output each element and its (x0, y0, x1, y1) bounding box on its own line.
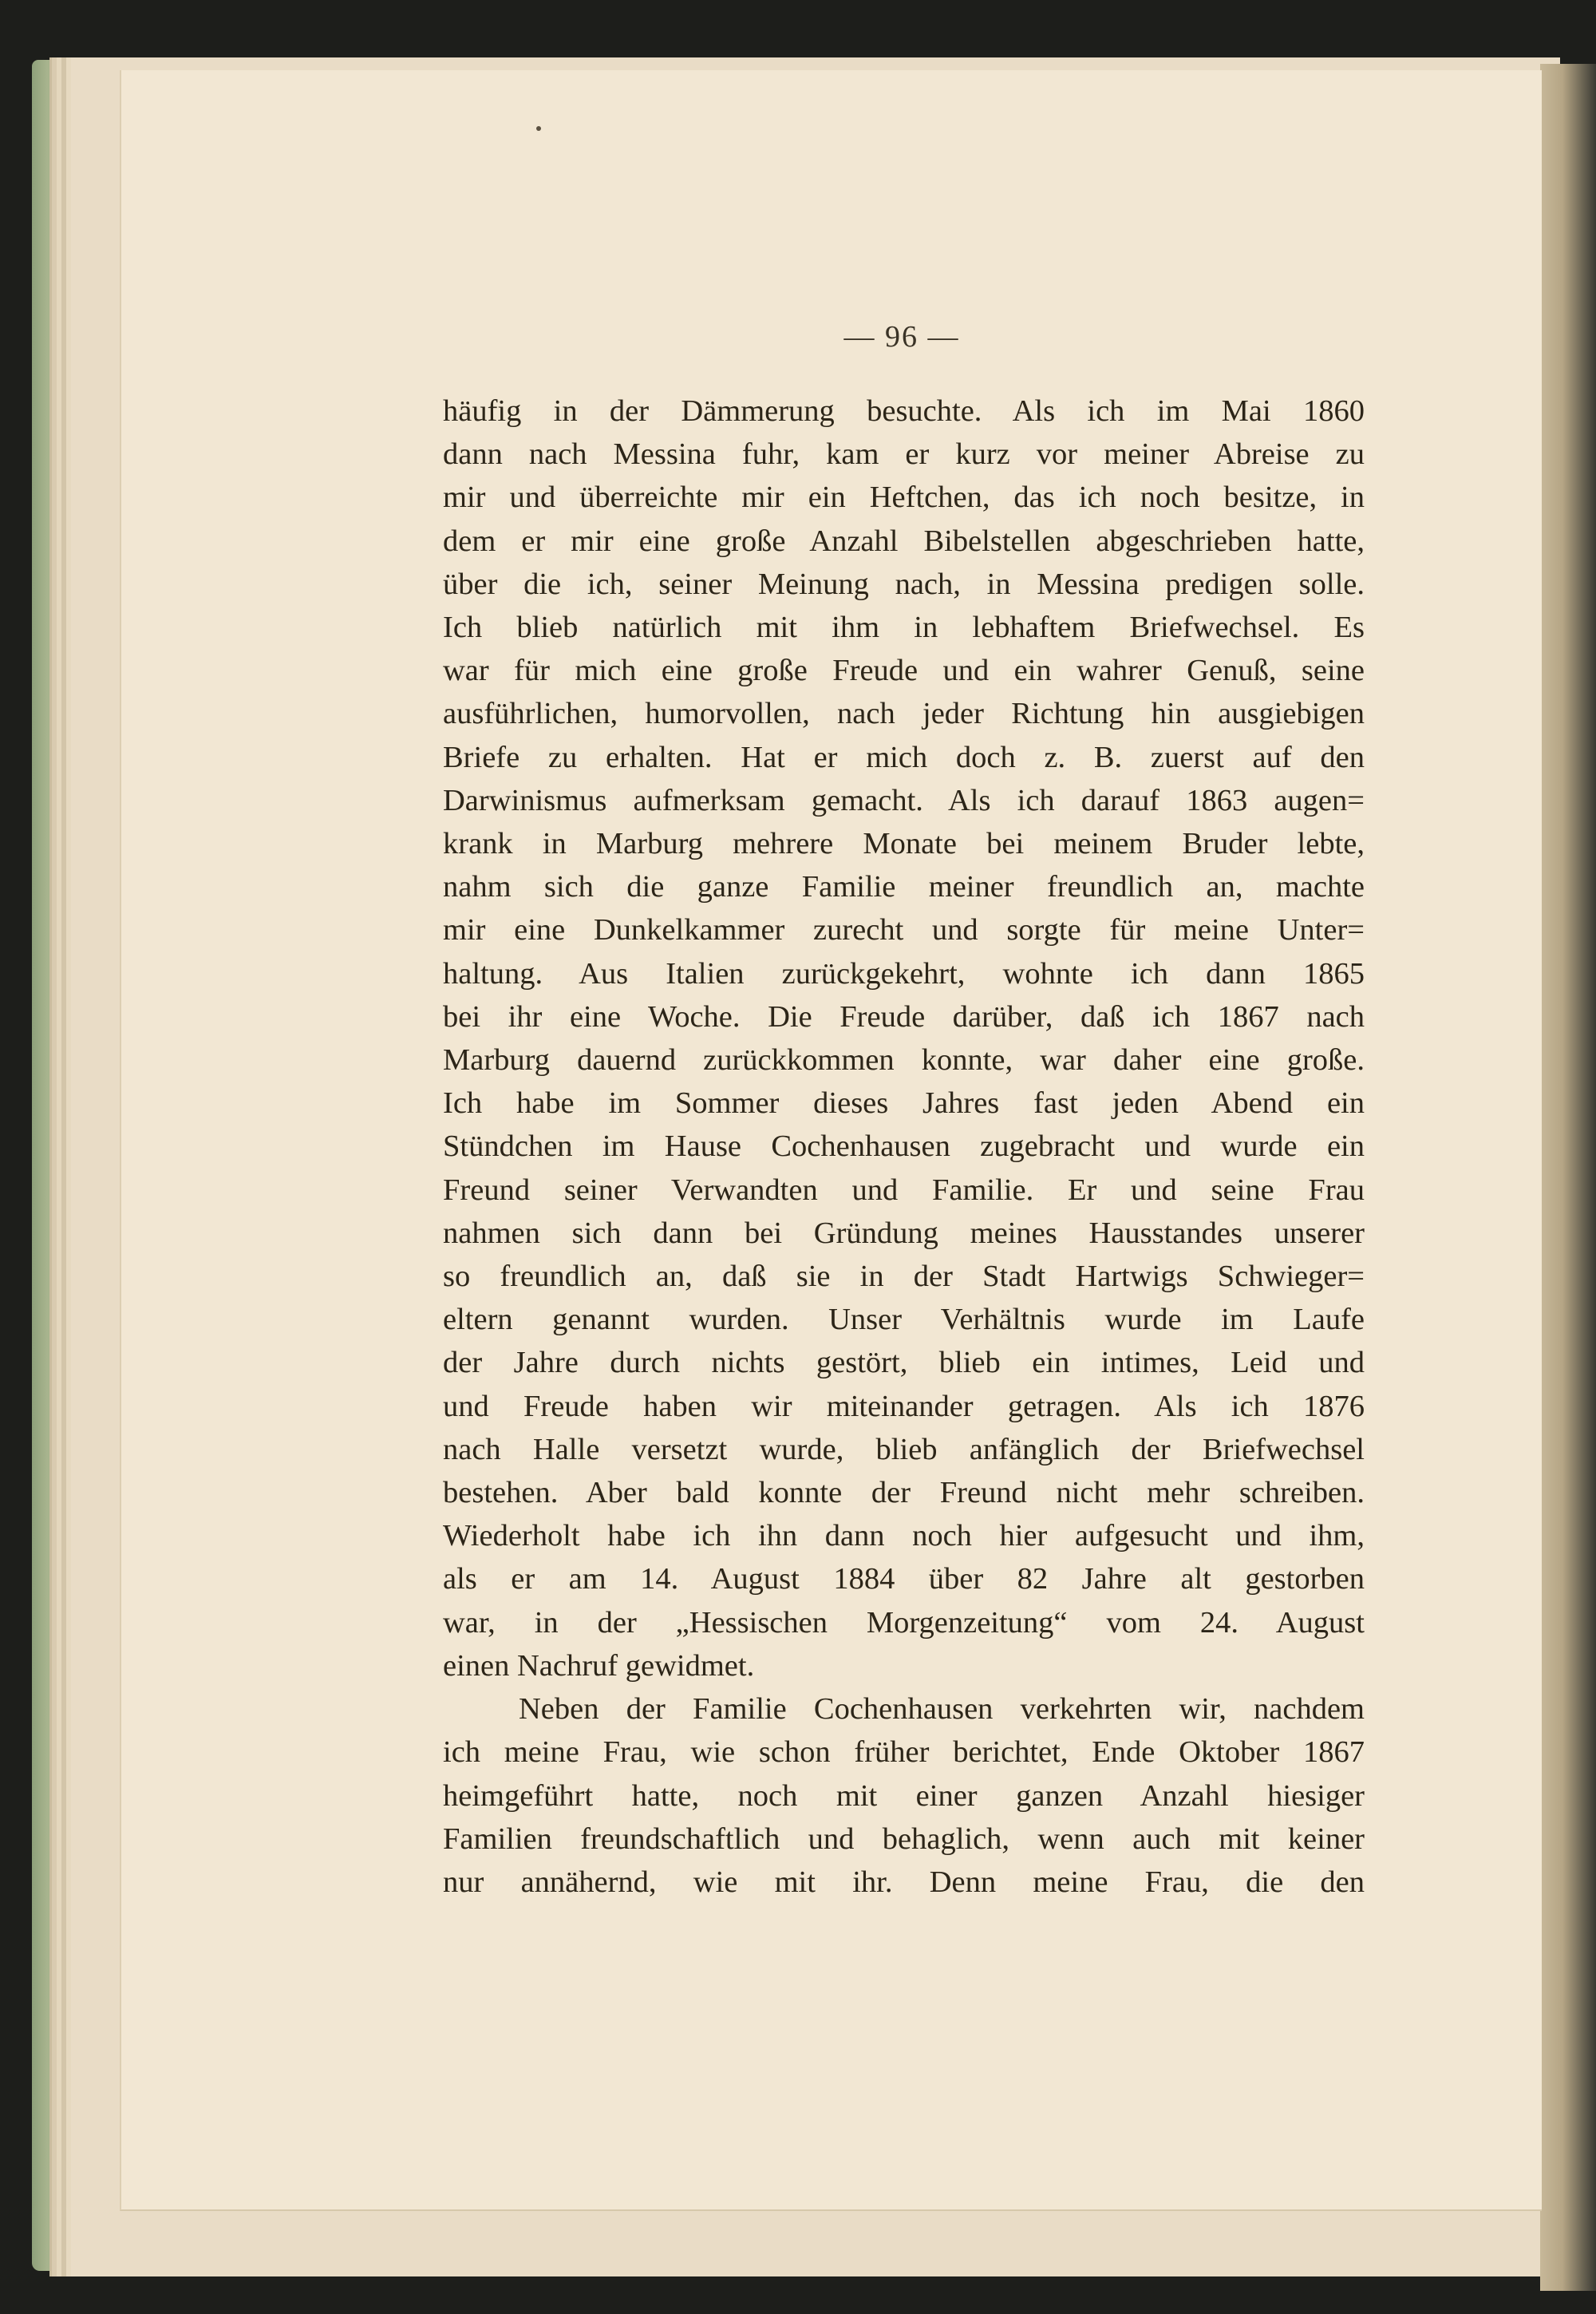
text-line: dann nach Messina fuhr, kam er kurz vor meiner Abreise zu (443, 437, 1365, 472)
text-line: heimgeführt hatte, noch mit einer ganzen Anzahl hiesiger (443, 1778, 1365, 1813)
text-line: haltung. Aus Italien zurückgekehrt, wohnte ich dann 1865 (443, 956, 1365, 991)
text-line: ausführlichen, humorvollen, nach jeder Richtung hin ausgiebigen (443, 697, 1365, 731)
text-line: Familien freundschaftlich und behaglich, wenn auch mit keiner (443, 1822, 1365, 1856)
text-line: Marburg dauernd zurückkommen konnte, war daher eine große. (443, 1043, 1365, 1078)
text-line: ich meine Frau, wie schon früher berichtet, Ende Oktober 1867 (443, 1735, 1365, 1770)
text-line: und Freude haben wir miteinander getragen. Als ich 1876 (443, 1389, 1365, 1423)
text-line: war, in der „Hessischen Morgenzeitung“ vom 24. August (443, 1605, 1365, 1640)
text-line: Stündchen im Hause Cochenhausen zugebracht und wurde ein (443, 1129, 1365, 1164)
text-line: über die ich, seiner Meinung nach, in Messina predigen solle. (443, 567, 1365, 601)
text-line: Neben der Familie Cochenhausen verkehrten wir, nachdem (519, 1692, 1365, 1727)
text-line: krank in Marburg mehrere Monate bei meinem Bruder lebte, (443, 827, 1365, 861)
text-line: Briefe zu erhalten. Hat er mich doch z. B. zuerst auf den (443, 740, 1365, 774)
text-line: der Jahre durch nichts gestört, blieb ein intimes, Leid und (443, 1346, 1365, 1380)
ink-speck (536, 126, 541, 131)
text-line: nahmen sich dann bei Gründung meines Hausstandes unserer (443, 1216, 1365, 1250)
text-line: einen Nachruf gewidmet. (443, 1648, 755, 1683)
text-line: Wiederholt habe ich ihn dann noch hier aufgesucht und ihm, (443, 1519, 1365, 1553)
body-text (443, 390, 1365, 1904)
text-line: als er am 14. August 1884 über 82 Jahre alt gestorben (443, 1562, 1365, 1596)
text-line: Darwinismus aufmerksam gemacht. Als ich darauf 1863 augen= (443, 783, 1365, 817)
text-line: mir eine Dunkelkammer zurecht und sorgte für meine Unter= (443, 913, 1365, 947)
text-line: so freundlich an, daß sie in der Stadt Hartwigs Schwieger= (443, 1260, 1365, 1294)
text-line: Ich blieb natürlich mit ihm in lebhaftem Briefwechsel. Es (443, 611, 1365, 645)
spine-shadow (1540, 64, 1596, 2291)
text-line: Freund seiner Verwandten und Familie. Er und seine Frau (443, 1173, 1365, 1207)
text-line: häufig in der Dämmerung besuchte. Als ich im Mai 1860 (443, 394, 1365, 428)
text-line: bei ihr eine Woche. Die Freude darüber, daß ich 1867 nach (443, 999, 1365, 1034)
text-line: dem er mir eine große Anzahl Bibelstellen abgeschrieben hatte, (443, 524, 1365, 558)
text-line: war für mich eine große Freude und ein wahrer Genuß, seine (443, 654, 1365, 688)
text-line: nach Halle versetzt wurde, blieb anfänglich der Briefwechsel (443, 1432, 1365, 1466)
text-line: bestehen. Aber bald konnte der Freund nicht mehr schreiben. (443, 1476, 1365, 1510)
text-line: eltern genannt wurden. Unser Verhältnis wurde im Laufe (443, 1303, 1365, 1337)
text-line: mir und überreichte mir ein Heftchen, das ich noch besitze, in (443, 481, 1365, 515)
text-line: nahm sich die ganze Familie meiner freundlich an, machte (443, 870, 1365, 904)
text-line: nur annähernd, wie mit ihr. Denn meine Frau, die den (443, 1865, 1365, 1899)
page-number: — 96 — (843, 320, 960, 354)
text-line: Ich habe im Sommer dieses Jahres fast jeden Abend ein (443, 1086, 1365, 1121)
